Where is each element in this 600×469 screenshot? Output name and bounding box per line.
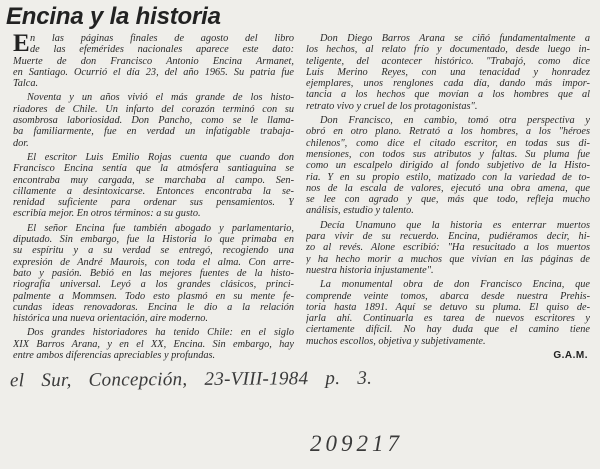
paragraph [13,223,294,325]
text-line: mensiones, con todos sus atributos y faltas. Su pluma fue [306,148,590,160]
text-line: Dos grandes historiadores ha tenido Chile: en el siglo [27,327,294,339]
text-line: renidad suficiente para ordenar sus pensamientos. Y [13,197,294,209]
text-line: entre ambos diferencias apreciables y profundas. [13,350,216,362]
paragraph [13,30,294,90]
text-line: El escritor Luis Emilio Rojas cuenta que cuando don [27,151,294,163]
drop-cap: E [13,30,30,57]
text-line: Don Diego Barros Arana se ciñó fundamentalmente a [320,33,590,44]
text-line: comprende veinte tomos, abarca desde nuestra Prehis- [306,290,590,302]
text-line: Talca. [13,78,39,90]
author-initials: G.A.M. [553,350,588,361]
text-line: su espíritu y a su verdad se entregó, recogiendo una [13,245,294,257]
text-line: Muerte de don Francisco Antonio Encina Armanet, [13,55,294,67]
text-line: XIX Barros Arana, y en el XX, Encina. Sin embargo, hay [13,338,294,350]
text-line: nos de la escala de valores, ejecutó una obra amena, que [306,182,590,194]
text-line: chilenos", como dice el citado escritor, en todas sus di- [306,137,590,149]
text-line: retrato vivo y cruel de los protagonistas". [306,100,478,112]
text-line: Don Francisco, en cambio, tomó otra perspectiva y [320,115,590,127]
paragraph [13,92,294,148]
text-line: en Santiago. Ocurrió el día 23, del año 1965. Su patria fue [13,66,294,78]
paragraph [306,220,590,276]
text-line: Francisco Encina sentía que la atmósfera santiaguina se [13,163,294,175]
paragraph [306,33,590,112]
text-line: ria. Y en su propio estilo, matizado con la variedad de to- [306,171,590,183]
text-line: muchos escollos, objetiva y subjetivamente. [306,335,486,347]
text-line: asombrosa laboriosidad. Don Pancho, como se le llama- [13,115,294,127]
left-column [13,30,294,362]
text-line: dor. [13,137,29,149]
text-line: nuestra historia injustamente". [306,264,434,276]
text-line: escribía mejor. En otros términos: a su gusto. [13,208,201,220]
text-line: expresión de André Maurois, con toda el alma. Con arre- [13,256,294,268]
text-line: se lee con agrado y que, más que todo, refleja mucho [306,194,590,206]
text-line: ejemplares, unos renglones cada día, dando más impor- [306,78,590,90]
text-line: encontraba muy cargada, se marchaba al campo. Sen- [13,174,294,186]
handwritten-catalog-number: 209217 [310,431,403,456]
paragraph [306,279,590,347]
text-line: tancia a los hechos que movían a los hombres que al [306,89,590,101]
text-line: jarla ahí. Continuarla es tarea de nuevos escritores y [306,313,590,325]
text-line: para vivir de su recuerdo. Encina, pudiéramos decir, hi- [306,231,590,243]
text-line: teligente, del acontecer histórico. "Trabajó, como dice [306,55,590,67]
text-line: Luis Merino Reyes, con una tenacidad y honradez [306,66,590,78]
text-line: ba familiarmente, fue en verdad un infatigable trabaja- [13,126,294,138]
paragraph [13,327,294,361]
paragraph [306,115,590,217]
text-line: La monumental obra de don Francisco Encina, que [320,279,590,291]
text-line: diputado. Sin embargo, fue la Historia lo que primaba en [13,234,294,246]
text-line: análisis, estudio y talento. [306,205,414,217]
text-line: Noventa y un años vivió el más grande de los histo- [27,92,294,104]
text-line: histórica una nueva orientación, aire moderno. [13,313,208,325]
text-line: de las efemérides nacionales aparece este dato: [30,44,294,56]
right-column [306,33,590,347]
text-line: riadores de Chile. Un infarto del corazón terminó con su [13,103,294,115]
text-line: El señor Encina fue también abogado y parlamentario, [27,222,294,234]
paragraph [13,152,294,220]
text-line: palmente a Mommsen. Todo esto plasmó en su mente fe- [13,290,294,302]
text-line: los hechos, al relato frío y documentado, desde luego in- [306,44,590,56]
text-line: zo al revés. Alone escribió: "Ha resucitado a los muertos [306,242,590,254]
text-line: toria hasta 1891. Aquí se detuvo su pluma. El quiso de- [306,301,590,313]
text-line: como un escalpelo dirigido al fondo subjetivo de la Histo- [306,160,590,172]
text-line: cundas ideas renovadoras. Encina le dio a la relación [13,301,294,313]
handwritten-source-note: el Sur, Concepción, 23-VIII-1984 p. 3. [9,367,373,392]
text-line: riografía universal. Leyó a los grandes clásicos, princi- [13,279,294,291]
text-line: obró en otro plano. Retrató a los hombres, a los "héroes [306,126,590,138]
text-line: bato y pasión. Bebió en las mejores fuentes de la histo- [13,267,294,279]
text-line: cillamente a desintoxicarse. Entonces encontraba la se- [13,185,294,197]
text-line: n las páginas finales de agosto del libro [30,33,294,44]
text-line: Decía Unamuno que la historia es enterrar muertos [320,219,590,231]
article-title: Encina y la historia [6,3,221,30]
text-line: ciertamente difícil. No hay duda que el camino tiene [306,324,590,336]
text-line: y ha hecho morir a muchos que vivían en las páginas de [306,253,590,265]
